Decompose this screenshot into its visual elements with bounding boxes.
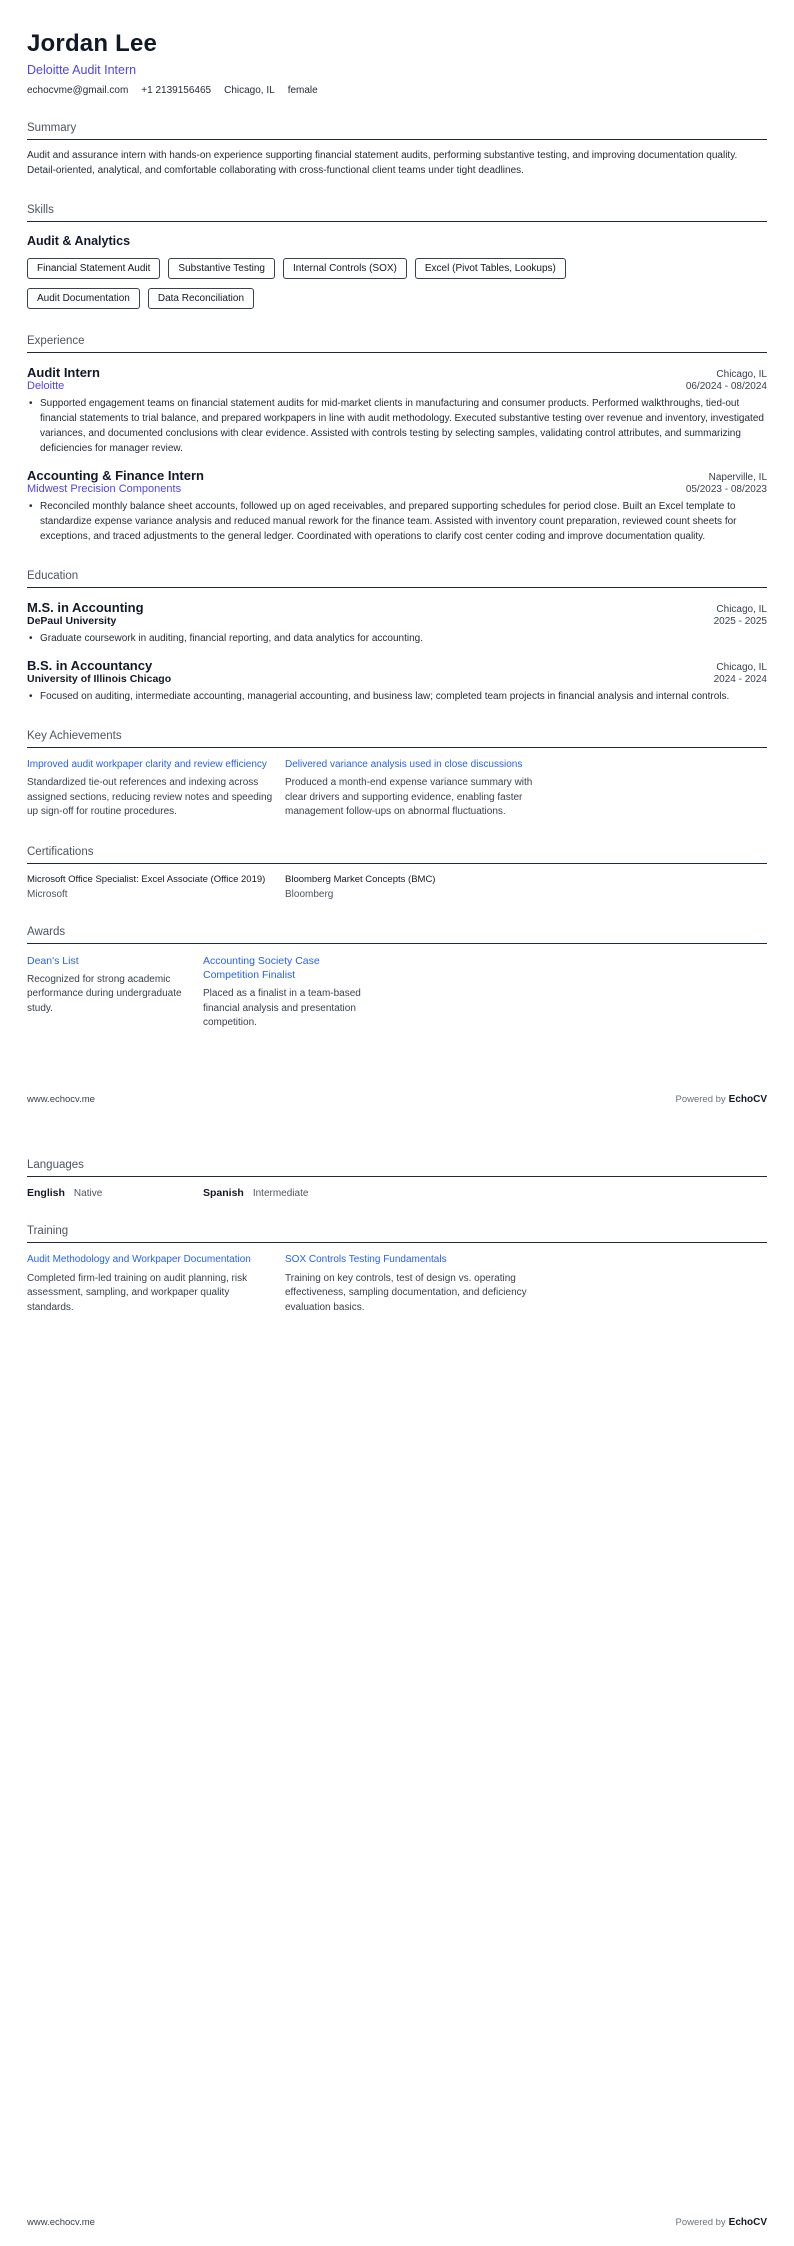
- contact-row: [27, 85, 767, 96]
- award-title-link[interactable]: Dean's List: [27, 954, 79, 967]
- degree-bullet-list: [27, 631, 767, 646]
- contact-location: Chicago, IL: [224, 84, 275, 96]
- certification-item: [285, 874, 533, 900]
- job-location: Naperville, IL: [708, 471, 767, 483]
- page-1-content: [0, 0, 794, 1031]
- candidate-name: Jordan Lee: [27, 30, 158, 57]
- grid-spacer: [543, 1253, 767, 1315]
- job-dates: 05/2023 - 08/2023: [685, 483, 767, 495]
- job-bullet: • Supported engagement teams on financial statement audits for mid-market clients in manufacturing and consumer products. Performed walkthroughs, tied-out financial statements to trial balance, and prepared workpapers in line with audit methodology. Executed substantive testing over revenue and inventory, investigated variances, and documented conclusions with clear evidence. Assisted with controls testing by selecting samples, validating control attributes, and summarizing deficiencies for manager review.: [27, 396, 767, 456]
- contact-email: echocvme@gmail.com: [27, 84, 129, 96]
- achievement-item: [285, 758, 533, 820]
- summary-heading: Summary: [27, 122, 767, 140]
- achievement-title-link[interactable]: Delivered variance analysis used in close discussions: [285, 758, 523, 770]
- degree-bullet: • Focused on auditing, intermediate accounting, managerial accounting, and business law; completed team projects in financial analysis and internal controls.: [27, 689, 767, 704]
- job-title: Audit Intern: [27, 364, 100, 380]
- school-row: [27, 673, 767, 685]
- job-title: Accounting & Finance Intern: [27, 467, 204, 483]
- section-skills: [27, 204, 767, 309]
- language-name: English: [27, 1187, 65, 1199]
- achievements-grid: [27, 758, 767, 820]
- skills-heading: Skills: [27, 204, 767, 222]
- powered-by-label: Powered by: [675, 2217, 726, 2228]
- grid-spacer: [379, 954, 545, 1031]
- certification-name: Microsoft Office Specialist: Excel Associate (Office 2019): [27, 873, 266, 885]
- grid-spacer: [555, 954, 767, 1031]
- training-title-link[interactable]: SOX Controls Testing Fundamentals: [285, 1254, 447, 1265]
- language-name: Spanish: [203, 1187, 244, 1199]
- section-experience: [27, 335, 767, 544]
- resume-page-2: [0, 1123, 794, 2246]
- certification-item: [27, 874, 275, 900]
- skill-chip: Financial Statement Audit: [27, 258, 160, 279]
- section-certifications: [27, 846, 767, 900]
- degree-dates: 2024 - 2024: [713, 673, 767, 685]
- award-title-link[interactable]: Accounting Society Case Competition Finalist: [203, 954, 320, 981]
- powered-by-label: Powered by: [675, 1094, 726, 1105]
- section-training: [27, 1225, 767, 1315]
- certification-issuer: Bloomberg: [285, 888, 334, 900]
- job-dates: 06/2024 - 08/2024: [685, 380, 767, 392]
- languages-heading: Languages: [27, 1159, 767, 1177]
- job-bullet-list: [27, 499, 767, 544]
- certification-name: Bloomberg Market Concepts (BMC): [285, 873, 436, 885]
- powered-by-brand-link[interactable]: EchoCV: [728, 1094, 767, 1105]
- achievement-desc: Produced a month-end expense variance summary with clear drivers and supporting evidence, enabling faster management follow-ups on abnormal fluctuations.: [285, 777, 533, 818]
- degree-bullet: • Graduate coursework in auditing, financial reporting, and data analytics for accounting.: [27, 631, 767, 646]
- training-grid: [27, 1253, 767, 1315]
- contact-phone: +1 2139156465: [141, 84, 212, 96]
- degree-title: B.S. in Accountancy: [27, 657, 153, 673]
- achievement-desc: Standardized tie-out references and indexing across assigned sections, reducing review notes and speeding up sign-off for routine procedures.: [27, 777, 273, 818]
- footer-site-link[interactable]: www.echocv.me: [27, 2217, 95, 2228]
- training-item: [27, 1253, 275, 1315]
- job-entry: [27, 365, 767, 456]
- section-awards: [27, 926, 767, 1031]
- degree-location: Chicago, IL: [716, 661, 767, 673]
- languages-grid: [27, 1187, 767, 1199]
- training-heading: Training: [27, 1225, 767, 1243]
- skill-chip: Excel (Pivot Tables, Lookups): [415, 258, 566, 279]
- school-name: University of Illinois Chicago: [27, 672, 172, 685]
- job-entry: [27, 468, 767, 544]
- job-company-link[interactable]: Deloitte: [27, 379, 65, 392]
- resume-header: [27, 30, 767, 96]
- grid-spacer: [555, 1187, 767, 1199]
- training-item: [285, 1253, 533, 1315]
- powered-by: [675, 2212, 767, 2230]
- certifications-heading: Certifications: [27, 846, 767, 864]
- education-entry: [27, 658, 767, 704]
- degree-title-row: [27, 658, 767, 673]
- job-bullet-list: [27, 396, 767, 456]
- training-desc: Completed firm-led training on audit planning, risk assessment, sampling, and workpaper quality standards.: [27, 1272, 248, 1313]
- grid-spacer: [543, 758, 767, 820]
- skills-group-title: Audit & Analytics: [27, 233, 131, 248]
- job-company-row: [27, 380, 767, 392]
- job-location: Chicago, IL: [716, 368, 767, 380]
- certification-issuer: Microsoft: [27, 888, 68, 900]
- skill-chip: Audit Documentation: [27, 288, 140, 309]
- skill-chip: Data Reconciliation: [148, 288, 254, 309]
- section-languages: [27, 1159, 767, 1199]
- training-desc: Training on key controls, test of design vs. operating effectiveness, sampling documentation, and deficiency evaluation basics.: [285, 1272, 527, 1313]
- section-education: [27, 570, 767, 704]
- achievements-heading: Key Achievements: [27, 730, 767, 748]
- job-title-row: [27, 365, 767, 380]
- achievement-title-link[interactable]: Improved audit workpaper clarity and review efficiency: [27, 758, 267, 770]
- job-company-link[interactable]: Midwest Precision Components: [27, 482, 182, 495]
- section-achievements: [27, 730, 767, 820]
- awards-heading: Awards: [27, 926, 767, 944]
- footer-site-link[interactable]: www.echocv.me: [27, 1094, 95, 1105]
- skill-chip: Internal Controls (SOX): [283, 258, 407, 279]
- grid-spacer: [379, 1187, 545, 1199]
- degree-title-row: [27, 600, 767, 615]
- degree-location: Chicago, IL: [716, 603, 767, 615]
- language-item: [203, 1187, 369, 1199]
- school-name: DePaul University: [27, 614, 117, 627]
- powered-by: [675, 1089, 767, 1107]
- page-2-content: [0, 1123, 794, 1315]
- training-title-link[interactable]: Audit Methodology and Workpaper Documentation: [27, 1254, 251, 1265]
- certifications-grid: [27, 874, 767, 900]
- grid-spacer: [543, 874, 767, 900]
- language-level: Intermediate: [252, 1188, 309, 1199]
- summary-text: Audit and assurance intern with hands-on experience supporting financial statement audits, performing substantive testing, and improving documentation quality. Detail-oriented, analytical, and comfortable collaborating with cross-functional client teams under tight deadlines.: [27, 149, 738, 176]
- job-bullet: • Reconciled monthly balance sheet accounts, followed up on aged receivables, and prepared supporting schedules for period close. Built an Excel template to standardize expense variance analysis and reduced manual rework for the finance team. Assisted with inventory count preparation, reviewed count sheets for exceptions, and traced adjustments to the general ledger. Coordinated with operations to clarify cost center coding and improve documentation quality.: [27, 499, 767, 544]
- skill-chip-list: [27, 258, 587, 309]
- award-item: [27, 954, 193, 1031]
- school-row: [27, 615, 767, 627]
- language-item: [27, 1187, 193, 1199]
- awards-grid: [27, 954, 767, 1031]
- candidate-title: Deloitte Audit Intern: [27, 62, 137, 77]
- degree-bullet-list: [27, 689, 767, 704]
- degree-dates: 2025 - 2025: [713, 615, 767, 627]
- powered-by-brand-link[interactable]: EchoCV: [728, 2217, 767, 2228]
- page-1-footer: [27, 1089, 767, 1107]
- skill-chip: Substantive Testing: [168, 258, 275, 279]
- award-item: [203, 954, 369, 1031]
- job-company-row: [27, 483, 767, 495]
- achievement-item: [27, 758, 275, 820]
- job-title-row: [27, 468, 767, 483]
- award-desc: Recognized for strong academic performance during undergraduate study.: [27, 973, 182, 1014]
- page-2-footer: [27, 2212, 767, 2230]
- contact-gender: female: [287, 84, 318, 96]
- education-entry: [27, 600, 767, 646]
- award-desc: Placed as a finalist in a team-based financial analysis and presentation competition.: [203, 988, 361, 1029]
- experience-heading: Experience: [27, 335, 767, 353]
- education-heading: Education: [27, 570, 767, 588]
- degree-title: M.S. in Accounting: [27, 599, 144, 615]
- section-summary: [27, 122, 767, 178]
- language-level: Native: [73, 1188, 103, 1199]
